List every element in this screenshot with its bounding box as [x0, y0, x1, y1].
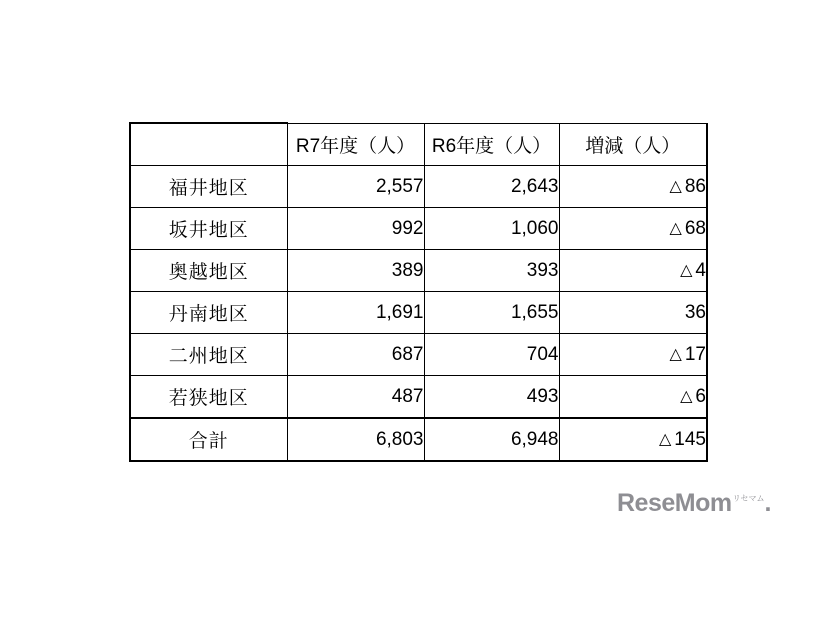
row-value-diff	[559, 208, 707, 250]
row-value-r6: 493	[424, 376, 559, 419]
row-value-r7: 2,557	[287, 166, 424, 208]
table-header-r7: R7年度（人）	[287, 123, 424, 166]
logo-dot: .	[764, 489, 771, 517]
decrease-triangle-icon: △	[658, 430, 672, 448]
total-value-diff	[559, 418, 707, 461]
statistics-table-container	[129, 122, 708, 462]
decrease-triangle-icon: △	[669, 345, 682, 363]
row-value-diff	[559, 166, 707, 208]
resemom-logo	[617, 484, 771, 517]
row-value-diff	[559, 292, 707, 334]
table-row	[130, 292, 707, 334]
row-value-diff	[559, 376, 707, 419]
row-label: 坂井地区	[130, 208, 287, 250]
table-row	[130, 166, 707, 208]
row-value-r6: 2,643	[424, 166, 559, 208]
row-value-r7: 1,691	[287, 292, 424, 334]
table-row	[130, 208, 707, 250]
diff-number: 4	[695, 259, 706, 281]
diff-number: 6	[695, 385, 706, 407]
diff-number: 86	[684, 175, 706, 197]
diff-number: 68	[684, 217, 706, 239]
total-value-r7: 6,803	[287, 418, 424, 461]
decrease-triangle-icon: △	[680, 261, 693, 279]
logo-superscript: リセマム	[732, 494, 765, 503]
table-header-diff: 増減（人）	[559, 123, 707, 166]
diff-number: 17	[684, 343, 706, 365]
row-value-r6: 393	[424, 250, 559, 292]
row-value-r6: 1,060	[424, 208, 559, 250]
table-header-corner	[130, 123, 287, 166]
table-header	[130, 123, 707, 166]
row-value-r7: 389	[287, 250, 424, 292]
total-label: 合計	[130, 418, 287, 461]
diff-number: 36	[684, 301, 706, 323]
table-header-r6: R6年度（人）	[424, 123, 559, 166]
table-header-row	[130, 123, 707, 166]
table-row	[130, 250, 707, 292]
row-value-r7: 687	[287, 334, 424, 376]
row-value-r6: 704	[424, 334, 559, 376]
decrease-triangle-icon: △	[680, 387, 693, 405]
row-label: 丹南地区	[130, 292, 287, 334]
row-label: 奥越地区	[130, 250, 287, 292]
decrease-triangle-icon: △	[669, 219, 682, 237]
statistics-table	[129, 122, 708, 462]
total-value-r6: 6,948	[424, 418, 559, 461]
row-label: 福井地区	[130, 166, 287, 208]
logo-text: ReseMom	[617, 489, 732, 517]
row-value-diff	[559, 250, 707, 292]
table-body	[130, 166, 707, 462]
row-value-r7: 992	[287, 208, 424, 250]
decrease-triangle-icon: △	[669, 177, 682, 195]
diff-number: 145	[674, 428, 706, 450]
table-total-row	[130, 418, 707, 461]
table-row	[130, 376, 707, 419]
table-row	[130, 334, 707, 376]
row-label: 若狭地区	[130, 376, 287, 419]
row-label: 二州地区	[130, 334, 287, 376]
row-value-diff	[559, 334, 707, 376]
row-value-r7: 487	[287, 376, 424, 419]
row-value-r6: 1,655	[424, 292, 559, 334]
